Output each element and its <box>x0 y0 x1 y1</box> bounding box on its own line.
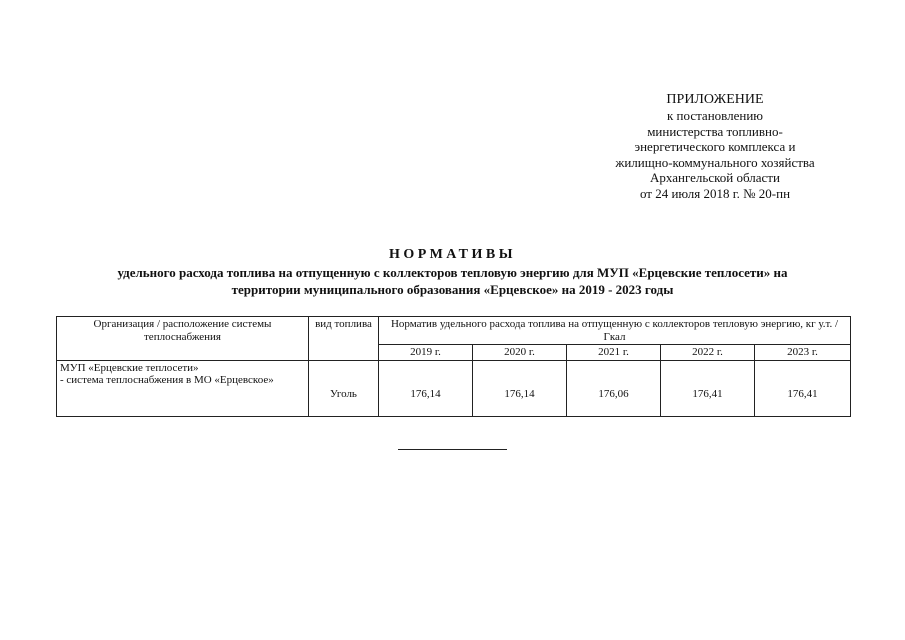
appendix-title: ПРИЛОЖЕНИЕ <box>666 92 764 107</box>
cell-value-2021: 176,06 <box>567 360 661 416</box>
norms-table <box>56 316 851 417</box>
org-name: МУП «Ерцевские теплосети» <box>60 361 199 374</box>
header-year-2021: 2021 г. <box>567 345 661 361</box>
separator-line <box>398 449 507 450</box>
header-year-2023: 2023 г. <box>755 345 851 361</box>
cell-value-2019: 176,14 <box>379 360 473 416</box>
appendix-date-number: от 24 июля 2018 г. № 20-пн <box>639 185 791 201</box>
table-row <box>57 360 851 416</box>
cell-value-2022: 176,41 <box>661 360 755 416</box>
document-subtitle-line-2: территории муниципального образования «Ерцевское» на 2019 - 2023 годы <box>231 282 674 297</box>
header-year-2022: 2022 г. <box>661 345 755 361</box>
cell-fuel: Уголь <box>309 360 379 416</box>
header-year-2019: 2019 г. <box>379 345 473 361</box>
cell-value-2020: 176,14 <box>473 360 567 416</box>
appendix-line: жилищно-коммунального хозяйства <box>615 154 815 170</box>
appendix-line: к постановлению <box>666 108 764 123</box>
document-heading <box>40 246 865 298</box>
cell-organization <box>57 360 309 416</box>
appendix-line: Архангельской области <box>650 170 780 186</box>
document-subtitle-line-1: удельного расхода топлива на отпущенную с коллекторов тепловую энергию для МУП «Ерцевские теплосети» на <box>117 265 788 280</box>
cell-value-2023: 176,41 <box>755 360 851 416</box>
appendix-line: энергетического комплекса и <box>634 139 796 155</box>
header-fuel-type: вид топлива <box>309 317 379 361</box>
appendix-line: министерства топливно- <box>647 123 783 139</box>
header-organization: Организация / расположение системы теплоснабжения <box>57 317 309 361</box>
appendix-block <box>580 92 850 202</box>
org-system: - система теплоснабжения в МО «Ерцевское» <box>60 374 274 386</box>
header-norm: Норматив удельного расхода топлива на отпущенную с коллекторов тепловую энергию, кг у.т. /Гкал <box>379 317 851 345</box>
header-year-2020: 2020 г. <box>473 345 567 361</box>
document-title: НОРМАТИВЫ <box>389 247 516 262</box>
table-header-row <box>57 317 851 345</box>
